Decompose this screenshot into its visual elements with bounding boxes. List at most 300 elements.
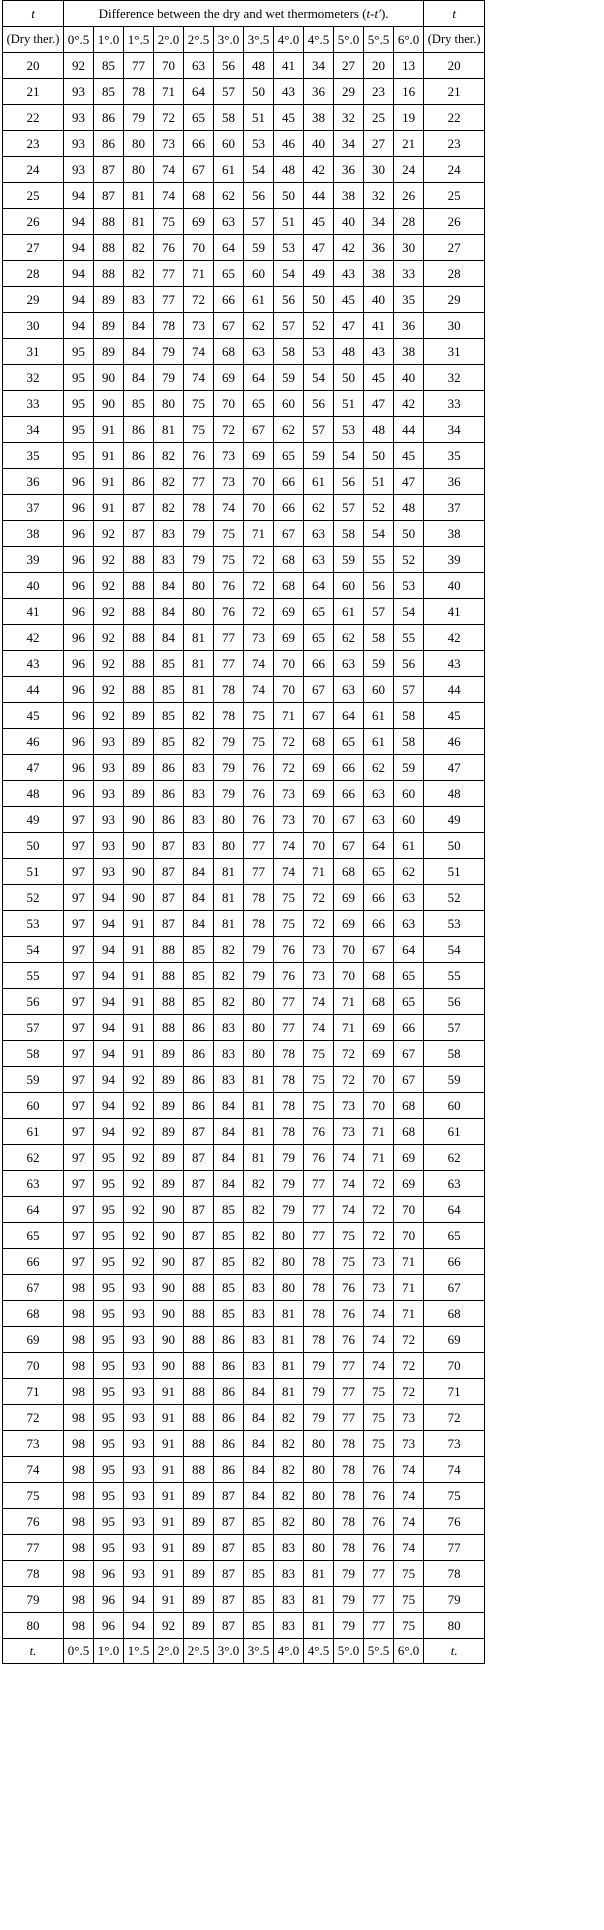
table-row — [3, 703, 485, 729]
row-temp-right: 56 — [424, 989, 485, 1015]
table-row — [3, 1171, 485, 1197]
humidity-cell: 67 — [244, 417, 274, 443]
humidity-cell: 92 — [94, 547, 124, 573]
humidity-cell: 64 — [364, 833, 394, 859]
humidity-cell: 38 — [394, 339, 424, 365]
humidity-cell: 83 — [274, 1561, 304, 1587]
humidity-cell: 68 — [304, 729, 334, 755]
humidity-cell: 76 — [334, 1327, 364, 1353]
humidity-cell: 81 — [274, 1301, 304, 1327]
humidity-cell: 73 — [274, 807, 304, 833]
humidity-cell: 59 — [244, 235, 274, 261]
table-row — [3, 1015, 485, 1041]
humidity-cell: 85 — [154, 651, 184, 677]
row-temp-left: 57 — [3, 1015, 64, 1041]
humidity-cell: 93 — [94, 781, 124, 807]
top-col-header: 5°.0 — [334, 27, 364, 53]
row-temp-left: 27 — [3, 235, 64, 261]
row-temp-left: 72 — [3, 1405, 64, 1431]
humidity-cell: 85 — [214, 1197, 244, 1223]
humidity-cell: 72 — [274, 755, 304, 781]
footer-col-header: 2°.0 — [154, 1639, 184, 1664]
humidity-cell: 78 — [334, 1431, 364, 1457]
humidity-cell: 35 — [394, 287, 424, 313]
humidity-cell: 93 — [124, 1275, 154, 1301]
humidity-cell: 92 — [154, 1613, 184, 1639]
table-row — [3, 937, 485, 963]
humidity-cell: 53 — [394, 573, 424, 599]
humidity-cell: 74 — [244, 651, 274, 677]
humidity-cell: 78 — [304, 1301, 334, 1327]
humidity-cell: 84 — [214, 1093, 244, 1119]
humidity-cell: 94 — [124, 1613, 154, 1639]
humidity-cell: 80 — [184, 573, 214, 599]
humidity-cell: 83 — [184, 755, 214, 781]
row-temp-left: 60 — [3, 1093, 64, 1119]
humidity-cell: 74 — [274, 859, 304, 885]
humidity-cell: 85 — [214, 1275, 244, 1301]
humidity-cell: 72 — [304, 885, 334, 911]
humidity-cell: 92 — [124, 1093, 154, 1119]
humidity-cell: 16 — [394, 79, 424, 105]
humidity-cell: 86 — [184, 1015, 214, 1041]
row-temp-right: 72 — [424, 1405, 485, 1431]
humidity-cell: 88 — [94, 235, 124, 261]
humidity-cell: 82 — [244, 1197, 274, 1223]
humidity-cell: 74 — [154, 183, 184, 209]
humidity-cell: 91 — [94, 469, 124, 495]
humidity-cell: 83 — [274, 1587, 304, 1613]
humidity-cell: 54 — [244, 157, 274, 183]
humidity-cell: 90 — [124, 859, 154, 885]
top-col-header: 4°.5 — [304, 27, 334, 53]
row-temp-right: 61 — [424, 1119, 485, 1145]
humidity-cell: 85 — [184, 963, 214, 989]
humidity-cell: 75 — [214, 547, 244, 573]
humidity-cell: 90 — [94, 365, 124, 391]
row-temp-right: 25 — [424, 183, 485, 209]
humidity-cell: 56 — [304, 391, 334, 417]
humidity-cell: 34 — [304, 53, 334, 79]
humidity-cell: 65 — [364, 859, 394, 885]
top-col-header: 2°.5 — [184, 27, 214, 53]
humidity-cell: 93 — [124, 1431, 154, 1457]
humidity-cell: 77 — [274, 1015, 304, 1041]
humidity-cell: 66 — [304, 651, 334, 677]
humidity-cell: 32 — [364, 183, 394, 209]
humidity-cell: 44 — [304, 183, 334, 209]
humidity-cell: 74 — [394, 1457, 424, 1483]
humidity-cell: 71 — [184, 261, 214, 287]
humidity-cell: 72 — [154, 105, 184, 131]
humidity-cell: 58 — [274, 339, 304, 365]
humidity-cell: 63 — [244, 339, 274, 365]
row-temp-right: 76 — [424, 1509, 485, 1535]
humidity-cell: 79 — [334, 1613, 364, 1639]
row-temp-right: 21 — [424, 79, 485, 105]
table-row — [3, 1223, 485, 1249]
row-temp-left: 23 — [3, 131, 64, 157]
row-temp-left: 32 — [3, 365, 64, 391]
humidity-cell: 86 — [124, 443, 154, 469]
humidity-cell: 76 — [244, 807, 274, 833]
humidity-cell: 92 — [94, 651, 124, 677]
humidity-cell: 40 — [394, 365, 424, 391]
humidity-cell: 79 — [214, 755, 244, 781]
humidity-cell: 54 — [334, 443, 364, 469]
humidity-cell: 96 — [64, 625, 94, 651]
humidity-cell: 73 — [364, 1275, 394, 1301]
title-prefix: Difference between the dry and wet thermometers ( — [98, 6, 367, 21]
humidity-cell: 86 — [154, 807, 184, 833]
humidity-cell: 42 — [304, 157, 334, 183]
humidity-cell: 84 — [184, 911, 214, 937]
humidity-cell: 68 — [274, 573, 304, 599]
humidity-cell: 56 — [334, 469, 364, 495]
table-row — [3, 625, 485, 651]
humidity-cell: 80 — [304, 1431, 334, 1457]
humidity-cell: 59 — [334, 547, 364, 573]
humidity-cell: 77 — [334, 1353, 364, 1379]
humidity-cell: 45 — [304, 209, 334, 235]
table-row — [3, 1041, 485, 1067]
humidity-cell: 86 — [94, 105, 124, 131]
humidity-cell: 45 — [394, 443, 424, 469]
humidity-cell: 81 — [244, 1119, 274, 1145]
humidity-cell: 60 — [274, 391, 304, 417]
humidity-cell: 56 — [274, 287, 304, 313]
humidity-cell: 73 — [274, 781, 304, 807]
humidity-cell: 96 — [94, 1613, 124, 1639]
humidity-cell: 62 — [214, 183, 244, 209]
humidity-cell: 38 — [334, 183, 364, 209]
row-temp-right: 29 — [424, 287, 485, 313]
humidity-cell: 69 — [274, 599, 304, 625]
humidity-cell: 76 — [244, 781, 274, 807]
humidity-cell: 50 — [304, 287, 334, 313]
humidity-cell: 67 — [304, 677, 334, 703]
row-temp-left: 40 — [3, 573, 64, 599]
table-row — [3, 469, 485, 495]
humidity-cell: 87 — [154, 833, 184, 859]
humidity-cell: 97 — [64, 1145, 94, 1171]
humidity-cell: 53 — [334, 417, 364, 443]
table-row — [3, 183, 485, 209]
humidity-cell: 94 — [94, 1093, 124, 1119]
humidity-cell: 56 — [364, 573, 394, 599]
humidity-cell: 93 — [124, 1327, 154, 1353]
humidity-cell: 92 — [124, 1171, 154, 1197]
humidity-cell: 57 — [304, 417, 334, 443]
humidity-cell: 81 — [214, 911, 244, 937]
humidity-cell: 81 — [244, 1093, 274, 1119]
humidity-cell: 81 — [304, 1613, 334, 1639]
humidity-cell: 94 — [94, 989, 124, 1015]
humidity-cell: 74 — [274, 833, 304, 859]
humidity-cell: 98 — [64, 1405, 94, 1431]
row-temp-left: 76 — [3, 1509, 64, 1535]
humidity-cell: 65 — [184, 105, 214, 131]
table-row — [3, 1379, 485, 1405]
humidity-cell: 82 — [274, 1483, 304, 1509]
humidity-cell: 89 — [124, 755, 154, 781]
table-row — [3, 755, 485, 781]
humidity-cell: 88 — [184, 1405, 214, 1431]
humidity-cell: 74 — [394, 1483, 424, 1509]
humidity-cell: 63 — [394, 885, 424, 911]
humidity-cell: 89 — [184, 1509, 214, 1535]
humidity-cell: 94 — [124, 1587, 154, 1613]
humidity-cell: 90 — [154, 1327, 184, 1353]
humidity-cell: 77 — [124, 53, 154, 79]
humidity-cell: 57 — [394, 677, 424, 703]
humidity-cell: 89 — [184, 1587, 214, 1613]
humidity-cell: 84 — [124, 365, 154, 391]
humidity-cell: 43 — [364, 339, 394, 365]
humidity-cell: 94 — [94, 1041, 124, 1067]
humidity-cell: 88 — [154, 1015, 184, 1041]
humidity-cell: 72 — [184, 287, 214, 313]
humidity-cell: 81 — [184, 651, 214, 677]
humidity-cell: 87 — [214, 1613, 244, 1639]
humidity-cell: 83 — [244, 1327, 274, 1353]
humidity-cell: 80 — [274, 1249, 304, 1275]
humidity-cell: 90 — [124, 833, 154, 859]
humidity-cell: 68 — [214, 339, 244, 365]
humidity-cell: 95 — [94, 1249, 124, 1275]
row-temp-left: 71 — [3, 1379, 64, 1405]
row-temp-left: 53 — [3, 911, 64, 937]
header-row-title — [3, 1, 485, 27]
humidity-cell: 88 — [184, 1301, 214, 1327]
humidity-cell: 96 — [64, 729, 94, 755]
humidity-cell: 95 — [94, 1327, 124, 1353]
row-temp-left: 28 — [3, 261, 64, 287]
humidity-cell: 86 — [154, 755, 184, 781]
humidity-cell: 71 — [394, 1301, 424, 1327]
humidity-cell: 97 — [64, 963, 94, 989]
humidity-cell: 69 — [214, 365, 244, 391]
humidity-cell: 77 — [244, 833, 274, 859]
humidity-cell: 76 — [364, 1483, 394, 1509]
humidity-cell: 90 — [154, 1353, 184, 1379]
humidity-cell: 54 — [304, 365, 334, 391]
humidity-cell: 97 — [64, 1249, 94, 1275]
humidity-cell: 89 — [184, 1561, 214, 1587]
row-temp-left: 62 — [3, 1145, 64, 1171]
humidity-cell: 91 — [124, 1015, 154, 1041]
humidity-cell: 72 — [244, 573, 274, 599]
humidity-cell: 83 — [244, 1301, 274, 1327]
humidity-cell: 79 — [214, 729, 244, 755]
humidity-cell: 64 — [244, 365, 274, 391]
humidity-cell: 40 — [334, 209, 364, 235]
humidity-cell: 79 — [184, 521, 214, 547]
humidity-cell: 70 — [304, 807, 334, 833]
humidity-cell: 93 — [124, 1405, 154, 1431]
humidity-cell: 70 — [394, 1197, 424, 1223]
humidity-cell: 80 — [304, 1509, 334, 1535]
humidity-cell: 71 — [334, 989, 364, 1015]
humidity-cell: 63 — [304, 521, 334, 547]
humidity-cell: 94 — [94, 937, 124, 963]
top-col-header: 4°.0 — [274, 27, 304, 53]
row-temp-right: 46 — [424, 729, 485, 755]
row-temp-left: 61 — [3, 1119, 64, 1145]
row-temp-left: 30 — [3, 313, 64, 339]
footer-right-t: t. — [424, 1639, 485, 1664]
row-temp-left: 59 — [3, 1067, 64, 1093]
humidity-cell: 23 — [364, 79, 394, 105]
humidity-cell: 89 — [154, 1041, 184, 1067]
humidity-cell: 60 — [214, 131, 244, 157]
humidity-cell: 68 — [274, 547, 304, 573]
humidity-cell: 74 — [334, 1145, 364, 1171]
table-row — [3, 547, 485, 573]
humidity-cell: 74 — [244, 677, 274, 703]
humidity-cell: 82 — [154, 495, 184, 521]
row-temp-left: 45 — [3, 703, 64, 729]
left-t-symbol: t — [3, 1, 64, 27]
humidity-cell: 65 — [394, 989, 424, 1015]
humidity-cell: 80 — [184, 599, 214, 625]
humidity-cell: 93 — [64, 157, 94, 183]
humidity-cell: 95 — [94, 1353, 124, 1379]
row-temp-right: 26 — [424, 209, 485, 235]
humidity-cell: 53 — [274, 235, 304, 261]
humidity-cell: 30 — [394, 235, 424, 261]
humidity-cell: 98 — [64, 1327, 94, 1353]
humidity-cell: 70 — [274, 651, 304, 677]
table-row — [3, 677, 485, 703]
humidity-cell: 82 — [274, 1405, 304, 1431]
humidity-cell: 76 — [214, 573, 244, 599]
humidity-cell: 55 — [394, 625, 424, 651]
humidity-cell: 40 — [304, 131, 334, 157]
humidity-cell: 92 — [124, 1145, 154, 1171]
humidity-cell: 42 — [334, 235, 364, 261]
humidity-cell: 78 — [274, 1093, 304, 1119]
humidity-cell: 76 — [364, 1457, 394, 1483]
humidity-cell: 74 — [334, 1197, 364, 1223]
row-temp-right: 75 — [424, 1483, 485, 1509]
humidity-cell: 52 — [304, 313, 334, 339]
humidity-cell: 91 — [124, 911, 154, 937]
humidity-cell: 77 — [364, 1587, 394, 1613]
row-temp-right: 51 — [424, 859, 485, 885]
humidity-cell: 67 — [304, 703, 334, 729]
humidity-cell: 87 — [184, 1197, 214, 1223]
humidity-cell: 68 — [394, 1119, 424, 1145]
row-temp-right: 36 — [424, 469, 485, 495]
humidity-cell: 71 — [304, 859, 334, 885]
humidity-cell: 83 — [184, 781, 214, 807]
humidity-cell: 97 — [64, 1197, 94, 1223]
humidity-cell: 75 — [394, 1613, 424, 1639]
footer-col-header: 1°.5 — [124, 1639, 154, 1664]
humidity-cell: 95 — [94, 1535, 124, 1561]
table-row — [3, 79, 485, 105]
humidity-cell: 57 — [364, 599, 394, 625]
humidity-cell: 74 — [184, 365, 214, 391]
humidity-cell: 48 — [244, 53, 274, 79]
humidity-cell: 98 — [64, 1379, 94, 1405]
humidity-cell: 56 — [214, 53, 244, 79]
humidity-cell: 77 — [154, 287, 184, 313]
humidity-cell: 82 — [214, 963, 244, 989]
table-row — [3, 1431, 485, 1457]
row-temp-left: 47 — [3, 755, 64, 781]
humidity-cell: 65 — [304, 625, 334, 651]
humidity-cell: 90 — [154, 1197, 184, 1223]
humidity-cell: 83 — [154, 521, 184, 547]
humidity-cell: 97 — [64, 1041, 94, 1067]
humidity-cell: 89 — [184, 1613, 214, 1639]
humidity-cell: 59 — [364, 651, 394, 677]
row-temp-left: 69 — [3, 1327, 64, 1353]
humidity-cell: 94 — [64, 209, 94, 235]
row-temp-left: 73 — [3, 1431, 64, 1457]
humidity-cell: 82 — [154, 443, 184, 469]
humidity-cell: 75 — [304, 1093, 334, 1119]
humidity-cell: 60 — [364, 677, 394, 703]
table-row — [3, 1509, 485, 1535]
humidity-cell: 71 — [154, 79, 184, 105]
top-col-header: 0°.5 — [64, 27, 94, 53]
humidity-cell: 97 — [64, 1119, 94, 1145]
humidity-cell: 79 — [154, 339, 184, 365]
humidity-cell: 98 — [64, 1483, 94, 1509]
row-temp-left: 34 — [3, 417, 64, 443]
humidity-cell: 87 — [154, 885, 184, 911]
humidity-cell: 75 — [244, 729, 274, 755]
footer-left-t: t. — [3, 1639, 64, 1664]
humidity-cell: 80 — [124, 157, 154, 183]
humidity-cell: 77 — [244, 859, 274, 885]
humidity-cell: 45 — [274, 105, 304, 131]
humidity-cell: 93 — [124, 1457, 154, 1483]
humidity-cell: 88 — [94, 261, 124, 287]
humidity-cell: 33 — [394, 261, 424, 287]
humidity-cell: 64 — [214, 235, 244, 261]
humidity-cell: 74 — [334, 1171, 364, 1197]
humidity-cell: 93 — [64, 105, 94, 131]
humidity-cell: 85 — [184, 937, 214, 963]
humidity-cell: 85 — [214, 1223, 244, 1249]
humidity-cell: 95 — [94, 1145, 124, 1171]
humidity-cell: 67 — [364, 937, 394, 963]
row-temp-right: 33 — [424, 391, 485, 417]
table-row — [3, 1405, 485, 1431]
humidity-cell: 82 — [124, 235, 154, 261]
humidity-cell: 75 — [364, 1405, 394, 1431]
humidity-cell: 77 — [274, 989, 304, 1015]
humidity-cell: 87 — [214, 1561, 244, 1587]
humidity-cell: 69 — [394, 1145, 424, 1171]
humidity-cell: 82 — [124, 261, 154, 287]
table-row — [3, 1093, 485, 1119]
humidity-cell: 70 — [334, 963, 364, 989]
humidity-cell: 83 — [274, 1613, 304, 1639]
humidity-cell: 81 — [124, 209, 154, 235]
row-temp-right: 60 — [424, 1093, 485, 1119]
humidity-cell: 81 — [274, 1353, 304, 1379]
humidity-cell: 87 — [214, 1587, 244, 1613]
table-row — [3, 1457, 485, 1483]
humidity-cell: 89 — [154, 1145, 184, 1171]
humidity-cell: 68 — [364, 989, 394, 1015]
humidity-cell: 68 — [394, 1093, 424, 1119]
